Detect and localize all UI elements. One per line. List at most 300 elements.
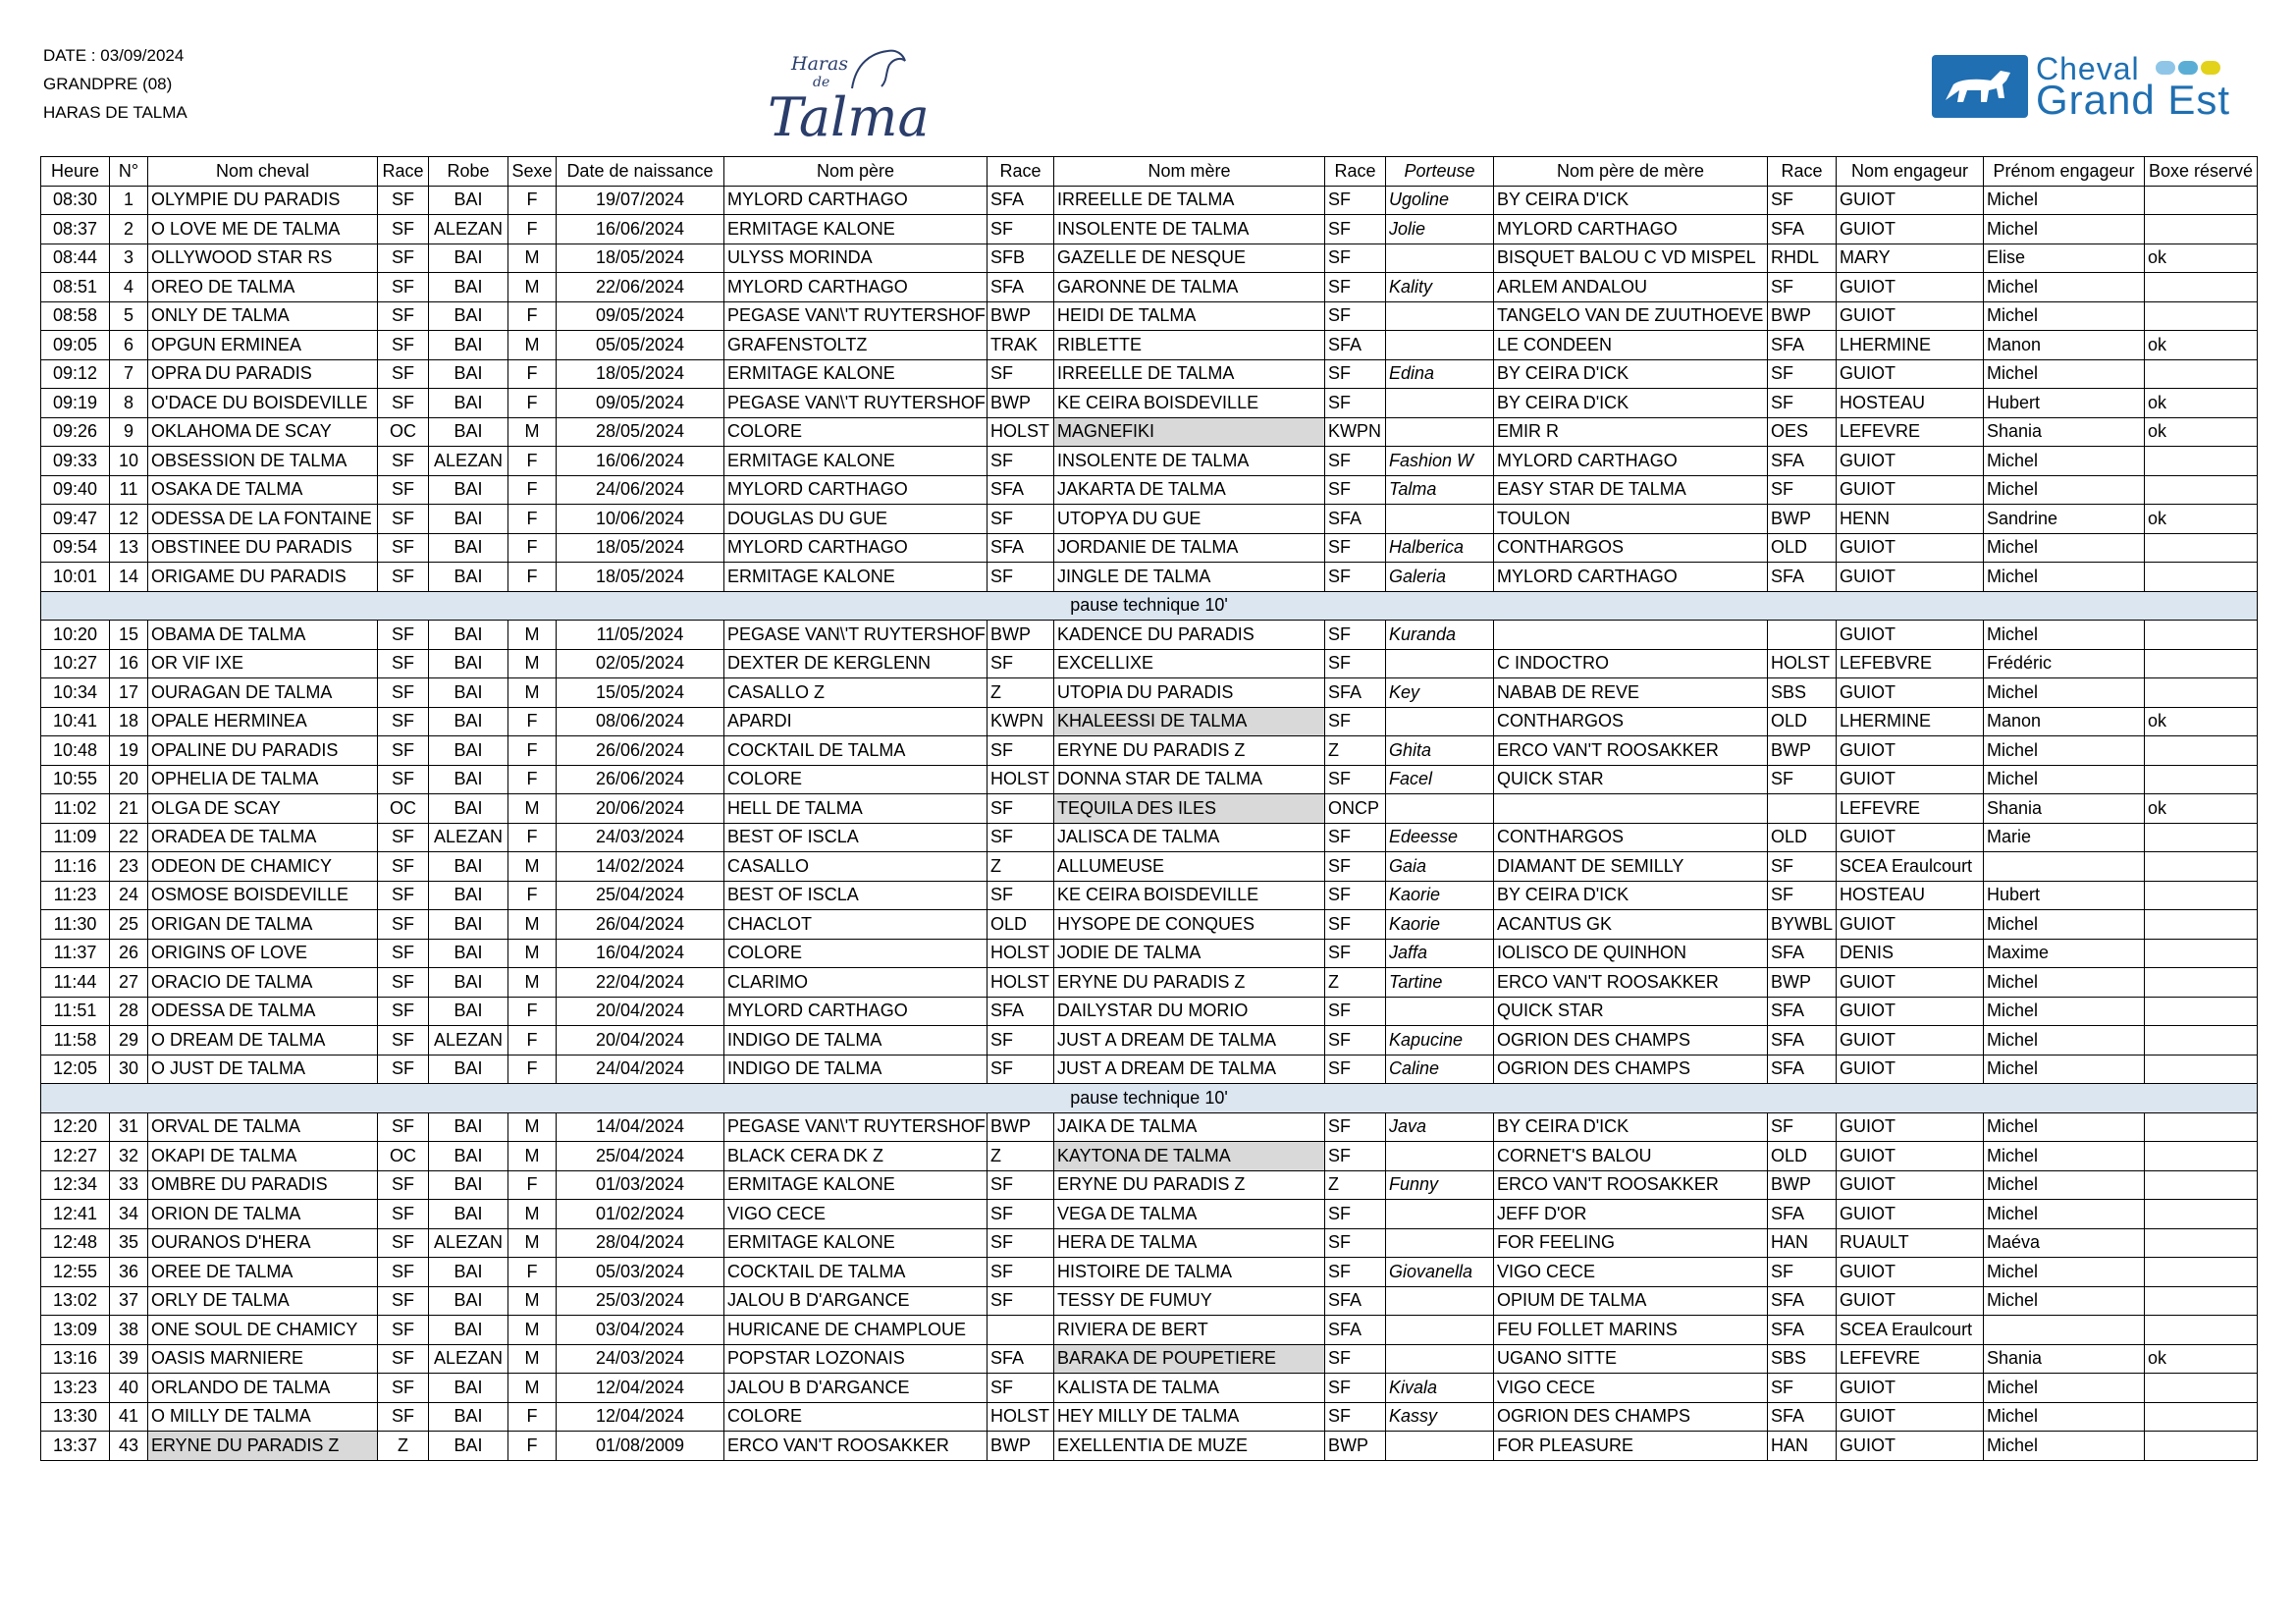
cell-dam-sire: ACANTUS GK <box>1494 910 1768 940</box>
cell-breed: SF <box>378 881 429 910</box>
col-porteuse: Porteuse <box>1386 157 1494 187</box>
cell-dam-sire: BY CEIRA D'ICK <box>1494 359 1768 389</box>
cell-dam-sire-breed: SF <box>1768 1258 1837 1287</box>
cell-dam-breed: SF <box>1325 707 1386 736</box>
cell-dam-sire-breed: SF <box>1768 1112 1837 1142</box>
header-info <box>43 41 187 127</box>
cell-number: 7 <box>110 359 148 389</box>
cell-dam-sire: ERCO VAN'T ROOSAKKER <box>1494 968 1768 998</box>
cell-box-reserved <box>2145 1316 2258 1345</box>
cell-dam-sire-breed <box>1768 794 1837 824</box>
cell-coat: BAI <box>429 1200 508 1229</box>
cell-birth-date: 16/04/2024 <box>557 939 724 968</box>
cell-surrogate <box>1386 244 1494 273</box>
cell-dam-breed: SF <box>1325 1055 1386 1084</box>
col-boxe-reserve: Boxe réservé <box>2145 157 2258 187</box>
cell-time: 12:48 <box>41 1228 110 1258</box>
cell-box-reserved: ok <box>2145 707 2258 736</box>
cell-owner-name: GUIOT <box>1837 678 1984 708</box>
cell-dam: IRREELLE DE TALMA <box>1054 186 1325 215</box>
cell-time: 11:16 <box>41 852 110 882</box>
cell-dam-breed: SF <box>1325 1258 1386 1287</box>
cell-breed: SF <box>378 1112 429 1142</box>
cell-dam-sire: VIGO CECE <box>1494 1374 1768 1403</box>
col-race-mere: Race <box>1325 157 1386 187</box>
cell-horse-name: OSAKA DE TALMA <box>148 475 378 505</box>
cell-dam-sire: CONTHARGOS <box>1494 707 1768 736</box>
cell-horse-name: OKLAHOMA DE SCAY <box>148 417 378 447</box>
cell-sire: COCKTAIL DE TALMA <box>724 1258 988 1287</box>
cell-time: 13:16 <box>41 1344 110 1374</box>
cell-surrogate <box>1386 1286 1494 1316</box>
cell-owner-name: GUIOT <box>1837 533 1984 563</box>
cell-surrogate: Kivala <box>1386 1374 1494 1403</box>
cell-time: 11:30 <box>41 910 110 940</box>
cell-sire-breed: SF <box>988 1200 1054 1229</box>
table-row <box>41 359 2258 389</box>
cell-owner-firstname: Shania <box>1984 1344 2145 1374</box>
cell-sex: F <box>508 881 557 910</box>
cell-birth-date: 11/05/2024 <box>557 621 724 650</box>
cell-dam: JORDANIE DE TALMA <box>1054 533 1325 563</box>
venue-line: HARAS DE TALMA <box>43 103 187 122</box>
cell-sex: M <box>508 1344 557 1374</box>
cell-surrogate <box>1386 1228 1494 1258</box>
cell-dam-sire-breed: SFA <box>1768 1402 1837 1432</box>
cell-box-reserved <box>2145 563 2258 592</box>
cell-coat: BAI <box>429 331 508 360</box>
cell-dam-breed: BWP <box>1325 1432 1386 1461</box>
cell-horse-name: OBAMA DE TALMA <box>148 621 378 650</box>
cell-dam-sire-breed: SF <box>1768 475 1837 505</box>
table-row <box>41 475 2258 505</box>
cell-surrogate: Ghita <box>1386 736 1494 766</box>
cell-birth-date: 26/06/2024 <box>557 765 724 794</box>
cell-box-reserved: ok <box>2145 331 2258 360</box>
cell-time: 13:02 <box>41 1286 110 1316</box>
cell-time: 09:54 <box>41 533 110 563</box>
cell-number: 14 <box>110 563 148 592</box>
cell-sex: F <box>508 505 557 534</box>
table-row <box>41 823 2258 852</box>
cell-horse-name: ORACIO DE TALMA <box>148 968 378 998</box>
cell-dam: VEGA DE TALMA <box>1054 1200 1325 1229</box>
cell-number: 1 <box>110 186 148 215</box>
cell-breed: SF <box>378 1402 429 1432</box>
cell-breed: SF <box>378 621 429 650</box>
cell-owner-name: LEFEVRE <box>1837 794 1984 824</box>
cell-box-reserved: ok <box>2145 505 2258 534</box>
cell-dam: GARONNE DE TALMA <box>1054 273 1325 302</box>
cell-sire: HURICANE DE CHAMPLOUE <box>724 1316 988 1345</box>
cell-number: 2 <box>110 215 148 244</box>
col-prenom-engageur: Prénom engageur <box>1984 157 2145 187</box>
cell-surrogate <box>1386 997 1494 1026</box>
cell-coat: ALEZAN <box>429 1344 508 1374</box>
cell-sex: F <box>508 997 557 1026</box>
cell-breed: SF <box>378 244 429 273</box>
cell-time: 11:58 <box>41 1026 110 1056</box>
cell-time: 11:09 <box>41 823 110 852</box>
cell-sire-breed: KWPN <box>988 707 1054 736</box>
cell-dam: HEY MILLY DE TALMA <box>1054 1402 1325 1432</box>
cell-number: 30 <box>110 1055 148 1084</box>
cell-dam-sire: FOR FEELING <box>1494 1228 1768 1258</box>
cell-box-reserved <box>2145 1026 2258 1056</box>
cell-owner-firstname: Michel <box>1984 1374 2145 1403</box>
start-list-table <box>40 156 2258 1461</box>
cell-number: 4 <box>110 273 148 302</box>
cell-sire: BLACK CERA DK Z <box>724 1142 988 1171</box>
cell-time: 10:55 <box>41 765 110 794</box>
cell-horse-name: OURAGAN DE TALMA <box>148 678 378 708</box>
cell-surrogate: Kaorie <box>1386 910 1494 940</box>
cell-sire: CASALLO <box>724 852 988 882</box>
cell-dam-breed: Z <box>1325 736 1386 766</box>
table-row <box>41 707 2258 736</box>
cell-number: 3 <box>110 244 148 273</box>
cell-dam-breed: SF <box>1325 765 1386 794</box>
cell-owner-name: GUIOT <box>1837 1142 1984 1171</box>
table-row <box>41 1228 2258 1258</box>
cell-sex: F <box>508 215 557 244</box>
cell-horse-name: O JUST DE TALMA <box>148 1055 378 1084</box>
cell-birth-date: 25/04/2024 <box>557 1142 724 1171</box>
cell-surrogate: Gaia <box>1386 852 1494 882</box>
cell-dam-sire: EMIR R <box>1494 417 1768 447</box>
cell-birth-date: 01/08/2009 <box>557 1432 724 1461</box>
cell-owner-name: HOSTEAU <box>1837 881 1984 910</box>
cell-time: 12:05 <box>41 1055 110 1084</box>
cell-sire: ERMITAGE KALONE <box>724 215 988 244</box>
cell-dam-sire: VIGO CECE <box>1494 1258 1768 1287</box>
cell-birth-date: 20/04/2024 <box>557 1026 724 1056</box>
cell-sire-breed: SFB <box>988 244 1054 273</box>
cell-coat: ALEZAN <box>429 215 508 244</box>
table-row <box>41 215 2258 244</box>
cell-sire: APARDI <box>724 707 988 736</box>
cell-birth-date: 03/04/2024 <box>557 1316 724 1345</box>
haras-de-talma-logo <box>762 45 938 151</box>
table-row <box>41 678 2258 708</box>
cell-box-reserved <box>2145 359 2258 389</box>
cell-sire-breed: SF <box>988 1055 1054 1084</box>
cell-number: 31 <box>110 1112 148 1142</box>
cell-owner-name: GUIOT <box>1837 1286 1984 1316</box>
cell-sex: F <box>508 823 557 852</box>
cell-time: 09:40 <box>41 475 110 505</box>
cell-sex: F <box>508 765 557 794</box>
cell-time: 10:34 <box>41 678 110 708</box>
cell-surrogate: Funny <box>1386 1170 1494 1200</box>
cell-number: 21 <box>110 794 148 824</box>
cell-sire: PEGASE VAN\'T RUYTERSHOF <box>724 389 988 418</box>
cell-box-reserved: ok <box>2145 244 2258 273</box>
cell-dam: KADENCE DU PARADIS <box>1054 621 1325 650</box>
col-robe: Robe <box>429 157 508 187</box>
cell-coat: BAI <box>429 505 508 534</box>
cell-owner-firstname: Michel <box>1984 447 2145 476</box>
cell-birth-date: 14/04/2024 <box>557 1112 724 1142</box>
cell-dam: JAIKA DE TALMA <box>1054 1112 1325 1142</box>
cell-owner-name: DENIS <box>1837 939 1984 968</box>
cell-box-reserved <box>2145 1170 2258 1200</box>
cell-coat: BAI <box>429 475 508 505</box>
cell-owner-firstname: Hubert <box>1984 881 2145 910</box>
cell-dam: MAGNEFIKI <box>1054 417 1325 447</box>
cell-breed: SF <box>378 1055 429 1084</box>
cell-surrogate: Fashion W <box>1386 447 1494 476</box>
cell-breed: SF <box>378 1026 429 1056</box>
cell-dam-breed: SF <box>1325 1402 1386 1432</box>
cell-coat: BAI <box>429 1402 508 1432</box>
cell-breed: SF <box>378 475 429 505</box>
cell-sire: BEST OF ISCLA <box>724 823 988 852</box>
cell-surrogate: Facel <box>1386 765 1494 794</box>
cell-sex: M <box>508 1112 557 1142</box>
cell-coat: BAI <box>429 881 508 910</box>
cell-birth-date: 18/05/2024 <box>557 359 724 389</box>
cell-number: 16 <box>110 649 148 678</box>
cell-dam: KE CEIRA BOISDEVILLE <box>1054 389 1325 418</box>
cell-dam-sire-breed: SF <box>1768 186 1837 215</box>
cell-coat: BAI <box>429 533 508 563</box>
cell-horse-name: OBSTINEE DU PARADIS <box>148 533 378 563</box>
cell-breed: SF <box>378 359 429 389</box>
cell-owner-name: GUIOT <box>1837 359 1984 389</box>
cell-surrogate: Edeesse <box>1386 823 1494 852</box>
table-row <box>41 389 2258 418</box>
cell-dam-breed: SF <box>1325 533 1386 563</box>
cell-owner-firstname: Manon <box>1984 331 2145 360</box>
cell-surrogate <box>1386 1344 1494 1374</box>
cell-sire-breed: BWP <box>988 301 1054 331</box>
table-row <box>41 1026 2258 1056</box>
table-row <box>41 417 2258 447</box>
cell-horse-name: OREE DE TALMA <box>148 1258 378 1287</box>
cell-birth-date: 22/04/2024 <box>557 968 724 998</box>
cell-box-reserved <box>2145 1258 2258 1287</box>
cheval-grand-est-logo <box>1932 51 2246 124</box>
cell-sex: F <box>508 707 557 736</box>
cell-number: 28 <box>110 997 148 1026</box>
cell-coat: BAI <box>429 563 508 592</box>
cell-owner-name: GUIOT <box>1837 1055 1984 1084</box>
cell-sire: COLORE <box>724 939 988 968</box>
cell-dam-sire-breed: SFA <box>1768 1200 1837 1229</box>
cell-owner-name: HENN <box>1837 505 1984 534</box>
cell-dam-breed: SF <box>1325 475 1386 505</box>
cell-breed: SF <box>378 1228 429 1258</box>
cell-dam-sire-breed: OLD <box>1768 1142 1837 1171</box>
cell-sire: ERMITAGE KALONE <box>724 1170 988 1200</box>
cell-owner-firstname: Michel <box>1984 273 2145 302</box>
col-sexe: Sexe <box>508 157 557 187</box>
cell-horse-name: ORADEA DE TALMA <box>148 823 378 852</box>
cell-horse-name: OMBRE DU PARADIS <box>148 1170 378 1200</box>
cell-number: 22 <box>110 823 148 852</box>
cell-horse-name: O'DACE DU BOISDEVILLE <box>148 389 378 418</box>
table-row <box>41 1316 2258 1345</box>
cell-owner-firstname: Michel <box>1984 186 2145 215</box>
cell-birth-date: 14/02/2024 <box>557 852 724 882</box>
cell-dam-breed: SF <box>1325 1344 1386 1374</box>
cell-owner-name: GUIOT <box>1837 1112 1984 1142</box>
table-row <box>41 273 2258 302</box>
cell-dam: IRREELLE DE TALMA <box>1054 359 1325 389</box>
cell-surrogate: Caline <box>1386 1055 1494 1084</box>
cell-coat: BAI <box>429 707 508 736</box>
cell-birth-date: 09/05/2024 <box>557 301 724 331</box>
cell-coat: BAI <box>429 852 508 882</box>
cell-sex: F <box>508 1170 557 1200</box>
cell-dam-breed: SF <box>1325 939 1386 968</box>
cell-number: 43 <box>110 1432 148 1461</box>
cell-owner-name: GUIOT <box>1837 215 1984 244</box>
col-race: Race <box>378 157 429 187</box>
table-row <box>41 1344 2258 1374</box>
cell-box-reserved <box>2145 215 2258 244</box>
cell-sire-breed: HOLST <box>988 939 1054 968</box>
cell-birth-date: 28/04/2024 <box>557 1228 724 1258</box>
cell-breed: SF <box>378 765 429 794</box>
table-row <box>41 1286 2258 1316</box>
cell-sex: F <box>508 736 557 766</box>
cell-owner-name: LEFEBVRE <box>1837 649 1984 678</box>
cell-dam-sire: TANGELO VAN DE ZUUTHOEVE <box>1494 301 1768 331</box>
cell-dam: HISTOIRE DE TALMA <box>1054 1258 1325 1287</box>
pause-row <box>41 1084 2258 1113</box>
cell-dam-sire-breed: SF <box>1768 389 1837 418</box>
cell-box-reserved <box>2145 939 2258 968</box>
cell-dam: HEIDI DE TALMA <box>1054 301 1325 331</box>
cell-dam-sire: TOULON <box>1494 505 1768 534</box>
table-row <box>41 649 2258 678</box>
cell-sire-breed: SF <box>988 215 1054 244</box>
cell-dam: JALISCA DE TALMA <box>1054 823 1325 852</box>
cell-time: 08:51 <box>41 273 110 302</box>
cell-sire-breed: Z <box>988 1142 1054 1171</box>
cell-breed: SF <box>378 273 429 302</box>
cell-owner-firstname: Frédéric <box>1984 649 2145 678</box>
cell-horse-name: ORION DE TALMA <box>148 1200 378 1229</box>
cell-sire-breed: SF <box>988 1170 1054 1200</box>
cell-surrogate <box>1386 649 1494 678</box>
cell-dam-sire: FOR PLEASURE <box>1494 1432 1768 1461</box>
cell-number: 12 <box>110 505 148 534</box>
cell-sire-breed: HOLST <box>988 417 1054 447</box>
cell-birth-date: 01/02/2024 <box>557 1200 724 1229</box>
cell-owner-firstname: Michel <box>1984 1200 2145 1229</box>
cell-dam-sire-breed: SF <box>1768 359 1837 389</box>
cell-owner-name: GUIOT <box>1837 301 1984 331</box>
col-nom-pere: Nom père <box>724 157 988 187</box>
cell-breed: SF <box>378 649 429 678</box>
cell-owner-firstname: Michel <box>1984 1142 2145 1171</box>
cell-breed: SF <box>378 505 429 534</box>
cell-birth-date: 20/06/2024 <box>557 794 724 824</box>
cell-dam: ERYNE DU PARADIS Z <box>1054 968 1325 998</box>
cell-sex: F <box>508 475 557 505</box>
cell-dam-breed: Z <box>1325 968 1386 998</box>
cell-dam-sire-breed: BWP <box>1768 505 1837 534</box>
cell-surrogate: Galeria <box>1386 563 1494 592</box>
cell-dam-sire: EASY STAR DE TALMA <box>1494 475 1768 505</box>
cell-sire: MYLORD CARTHAGO <box>724 533 988 563</box>
cell-dam-breed: SF <box>1325 563 1386 592</box>
cell-sire-breed: SF <box>988 1286 1054 1316</box>
cell-owner-firstname: Hubert <box>1984 389 2145 418</box>
cell-dam-sire: JEFF D'OR <box>1494 1200 1768 1229</box>
cell-number: 27 <box>110 968 148 998</box>
cell-sire: COLORE <box>724 417 988 447</box>
cell-dam-sire-breed: OLD <box>1768 533 1837 563</box>
cell-dam-breed: SF <box>1325 1026 1386 1056</box>
logo-talma-de: de <box>813 75 830 90</box>
cell-dam-sire: BY CEIRA D'ICK <box>1494 1112 1768 1142</box>
cell-sex: M <box>508 939 557 968</box>
cell-owner-firstname: Sandrine <box>1984 505 2145 534</box>
cell-number: 23 <box>110 852 148 882</box>
cell-number: 33 <box>110 1170 148 1200</box>
cell-box-reserved <box>2145 1432 2258 1461</box>
cell-surrogate: Key <box>1386 678 1494 708</box>
cell-sex: M <box>508 794 557 824</box>
table-row <box>41 505 2258 534</box>
cell-surrogate: Giovanella <box>1386 1258 1494 1287</box>
cell-horse-name: OPALE HERMINEA <box>148 707 378 736</box>
cell-breed: SF <box>378 910 429 940</box>
cell-surrogate <box>1386 794 1494 824</box>
col-race-pere-de-mere: Race <box>1768 157 1837 187</box>
cell-box-reserved <box>2145 910 2258 940</box>
cell-number: 40 <box>110 1374 148 1403</box>
col-race-pere: Race <box>988 157 1054 187</box>
cell-dam-breed: SF <box>1325 649 1386 678</box>
cell-owner-firstname: Manon <box>1984 707 2145 736</box>
cell-owner-name: GUIOT <box>1837 910 1984 940</box>
cell-dam-sire: MYLORD CARTHAGO <box>1494 563 1768 592</box>
cell-number: 34 <box>110 1200 148 1229</box>
cell-dam-breed: SF <box>1325 1142 1386 1171</box>
table-row <box>41 447 2258 476</box>
cell-surrogate <box>1386 1142 1494 1171</box>
cell-dam-breed: SF <box>1325 910 1386 940</box>
cell-breed: OC <box>378 1142 429 1171</box>
cell-birth-date: 18/05/2024 <box>557 244 724 273</box>
cell-sire: ERMITAGE KALONE <box>724 563 988 592</box>
cell-sire-breed: SF <box>988 563 1054 592</box>
cell-owner-firstname: Michel <box>1984 301 2145 331</box>
cell-sire: ERMITAGE KALONE <box>724 1228 988 1258</box>
cell-surrogate: Kality <box>1386 273 1494 302</box>
cell-birth-date: 25/04/2024 <box>557 881 724 910</box>
cell-time: 09:47 <box>41 505 110 534</box>
logo-dot <box>2201 61 2220 75</box>
cell-owner-name: GUIOT <box>1837 765 1984 794</box>
cell-coat: BAI <box>429 1142 508 1171</box>
cell-box-reserved: ok <box>2145 1344 2258 1374</box>
cell-coat: ALEZAN <box>429 1026 508 1056</box>
cell-sire-breed: SF <box>988 1258 1054 1287</box>
cell-sire: ERMITAGE KALONE <box>724 447 988 476</box>
logo-talma-small: Haras <box>791 53 849 75</box>
cell-time: 10:20 <box>41 621 110 650</box>
cell-dam-sire: BY CEIRA D'ICK <box>1494 881 1768 910</box>
table-row <box>41 301 2258 331</box>
cell-owner-name: GUIOT <box>1837 968 1984 998</box>
cell-birth-date: 02/05/2024 <box>557 649 724 678</box>
